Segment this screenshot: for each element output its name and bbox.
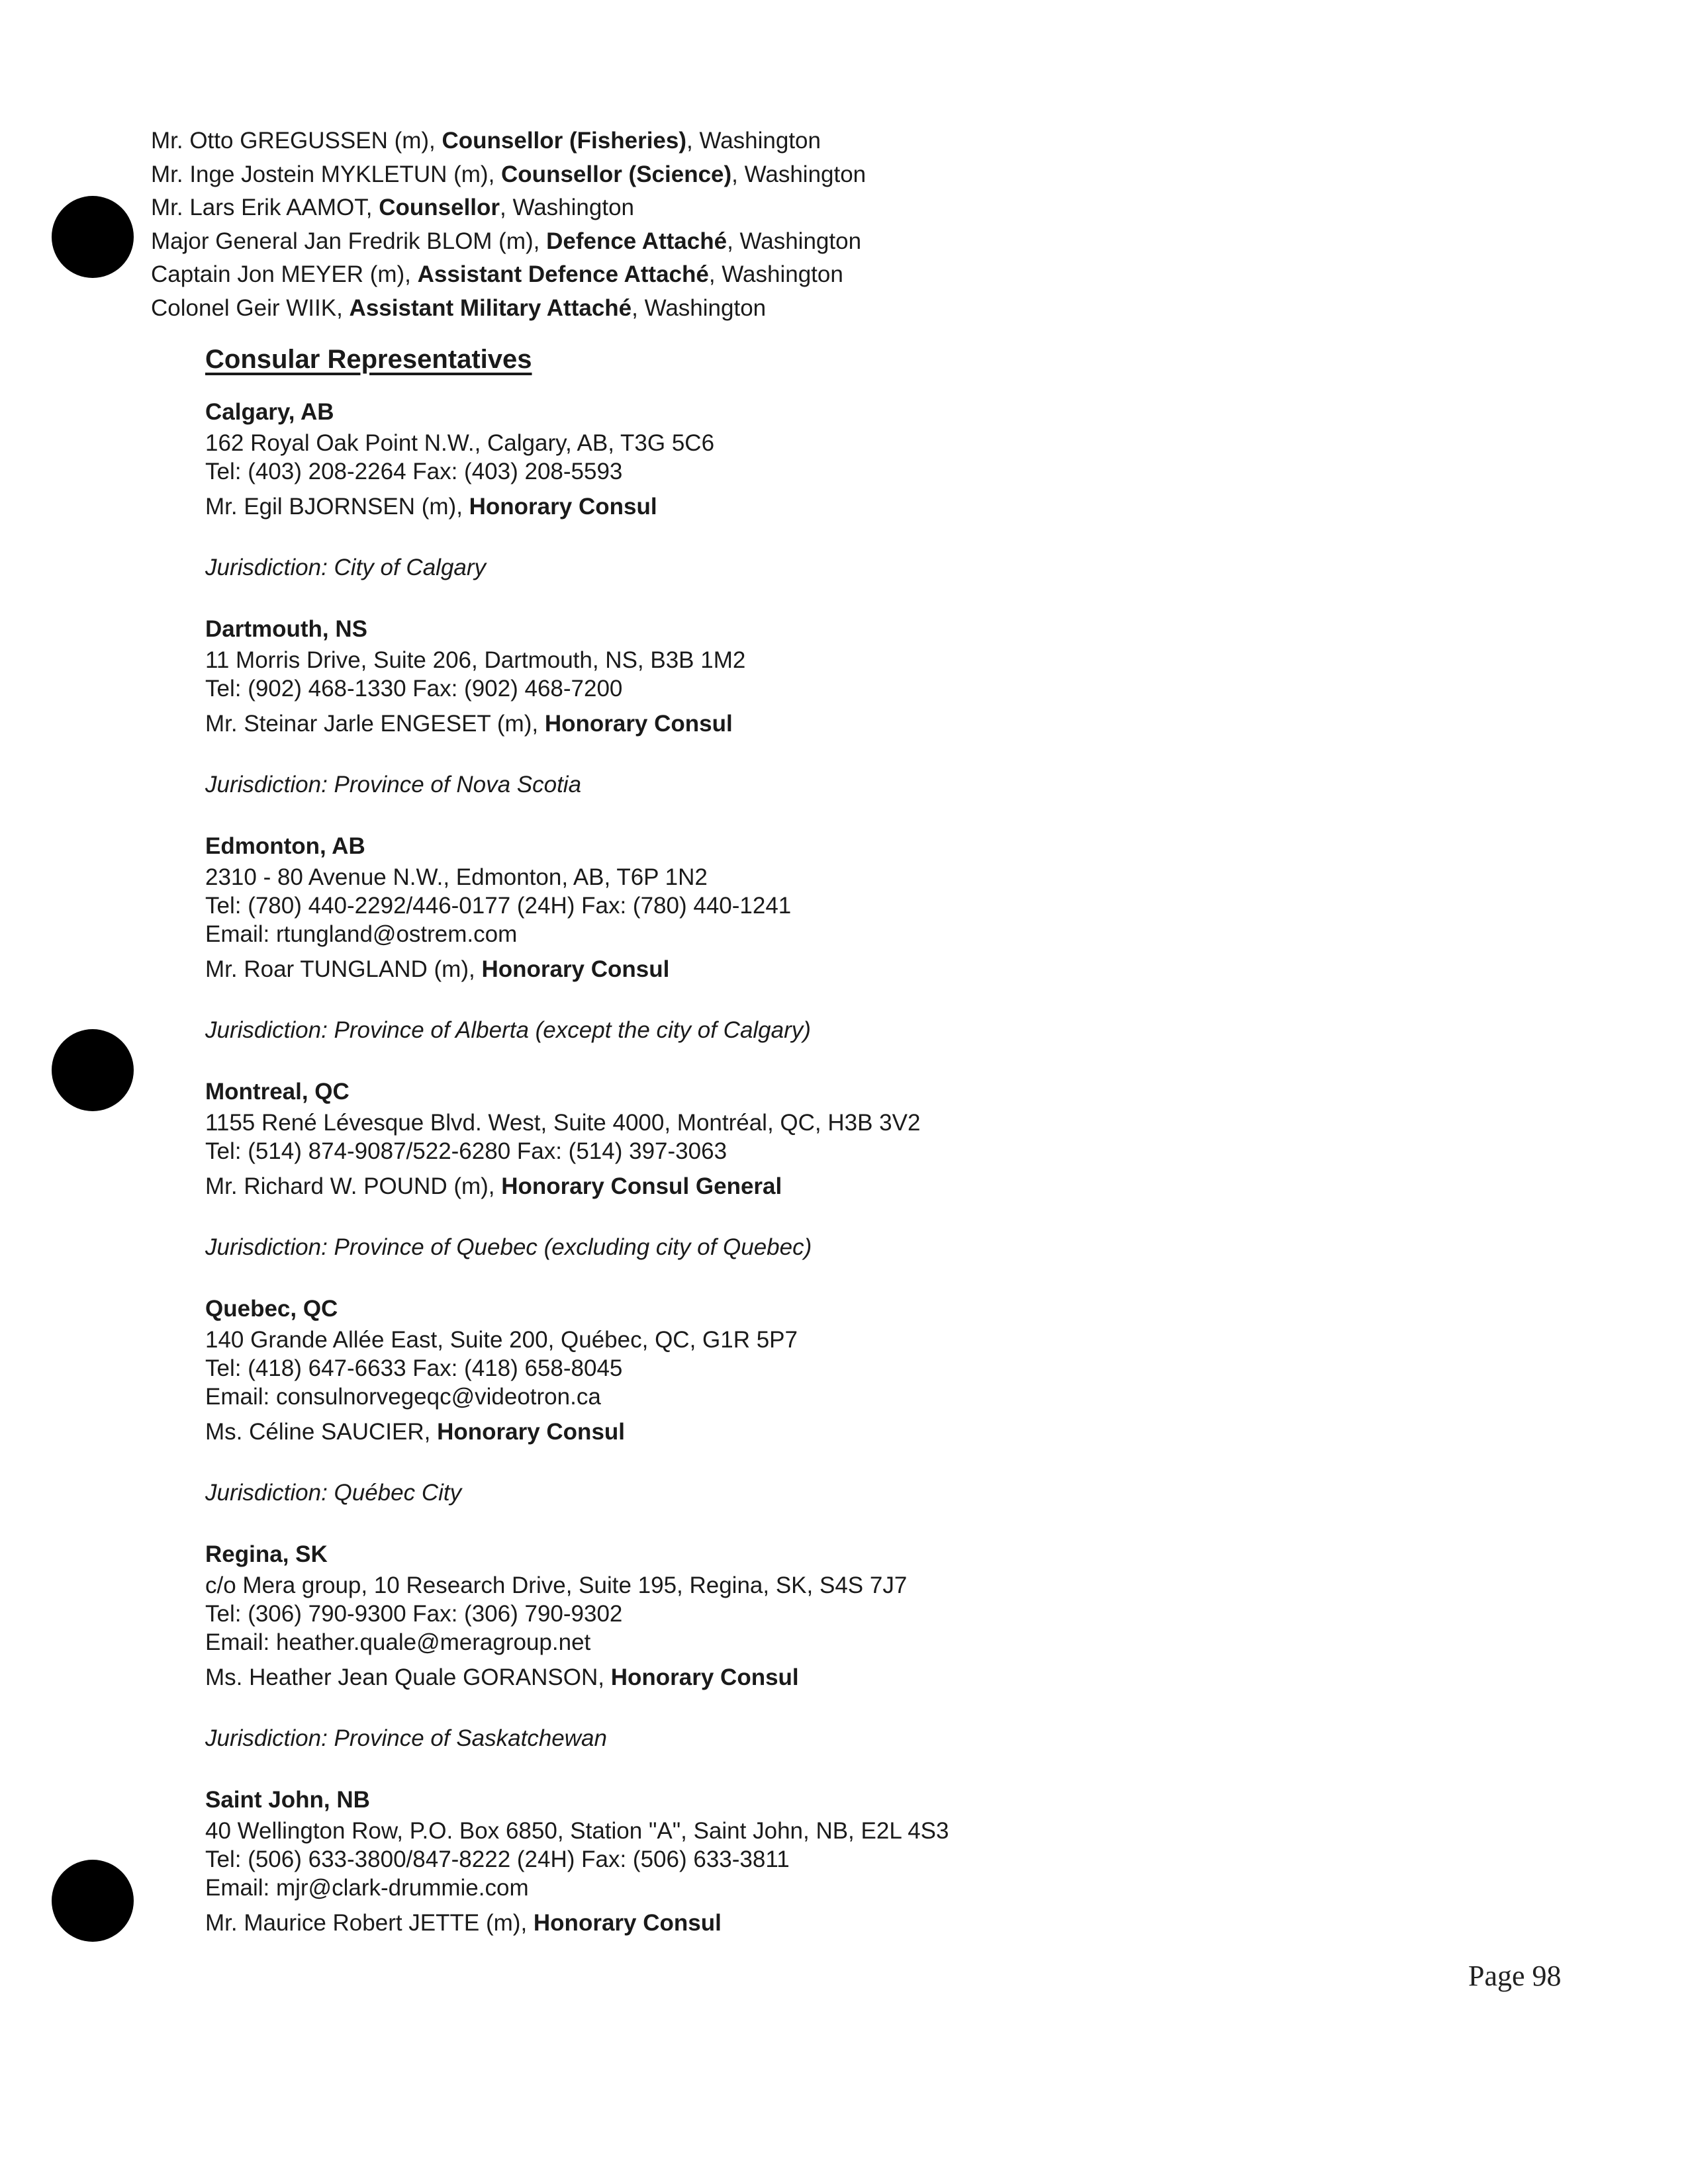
staff-line xyxy=(151,225,1011,259)
staff-location: , Washington xyxy=(708,261,843,287)
staff-location: , Washington xyxy=(632,295,767,321)
staff-location: , Washington xyxy=(500,195,635,220)
consul-line xyxy=(205,1662,1463,1694)
office-phone-fax: Tel: (306) 790-9300 Fax: (306) 790-9302 xyxy=(205,1601,623,1627)
consul-name: Ms. Céline SAUCIER, xyxy=(205,1419,438,1445)
consular-office-saint-john xyxy=(205,1784,1463,1939)
office-city: Dartmouth, NS xyxy=(205,616,367,642)
staff-name: Colonel Geir WIIK, xyxy=(151,295,350,321)
consul-name: Mr. Maurice Robert JETTE (m), xyxy=(205,1910,534,1936)
office-address: 140 Grande Allée East, Suite 200, Québec, QC, G1R 5P7 xyxy=(205,1327,798,1353)
consul-name: Mr. Roar TUNGLAND (m), xyxy=(205,956,482,982)
section-heading: Consular Representatives xyxy=(205,345,532,374)
consular-office-quebec xyxy=(205,1293,1463,1509)
consul-line xyxy=(205,1171,1463,1203)
consular-representatives-section xyxy=(205,343,1463,1939)
consul-title: Honorary Consul General xyxy=(501,1173,782,1199)
office-jurisdiction: Jurisdiction: Province of Alberta (except the city of Calgary) xyxy=(205,1017,811,1043)
consular-office-edmonton xyxy=(205,830,1463,1046)
staff-title: Assistant Defence Attaché xyxy=(417,261,709,287)
office-address: 2310 - 80 Avenue N.W., Edmonton, AB, T6P 1N2 xyxy=(205,864,708,890)
consul-line xyxy=(205,1907,1463,1939)
office-phone-fax: Tel: (902) 468-1330 Fax: (902) 468-7200 xyxy=(205,676,623,702)
staff-location: , Washington xyxy=(727,228,862,254)
staff-name: Mr. Lars Erik AAMOT, xyxy=(151,195,379,220)
office-address: 162 Royal Oak Point N.W., Calgary, AB, T3G 5C6 xyxy=(205,430,715,456)
office-jurisdiction: Jurisdiction: City of Calgary xyxy=(205,555,487,580)
staff-line xyxy=(151,292,1011,326)
staff-name: Major General Jan Fredrik BLOM (m), xyxy=(151,228,547,254)
staff-title: Defence Attaché xyxy=(546,228,727,254)
staff-line xyxy=(151,124,1011,158)
consul-title: Honorary Consul xyxy=(437,1419,626,1445)
consul-line xyxy=(205,954,1463,985)
office-email: Email: mjr@clark-drummie.com xyxy=(205,1875,529,1901)
office-city: Regina, SK xyxy=(205,1541,328,1567)
office-jurisdiction: Jurisdiction: Québec City xyxy=(205,1480,462,1506)
staff-name: Captain Jon MEYER (m), xyxy=(151,261,418,287)
office-email: Email: heather.quale@meragroup.net xyxy=(205,1629,591,1655)
consul-line xyxy=(205,1416,1463,1448)
consul-title: Honorary Consul xyxy=(533,1910,722,1936)
consular-office-calgary xyxy=(205,396,1463,584)
punch-hole xyxy=(52,196,134,278)
consul-line xyxy=(205,708,1463,740)
staff-title: Assistant Military Attaché xyxy=(349,295,632,321)
office-phone-fax: Tel: (780) 440-2292/446-0177 (24H) Fax: (780) 440-1241 xyxy=(205,893,792,919)
office-city: Saint John, NB xyxy=(205,1787,370,1813)
office-city: Edmonton, AB xyxy=(205,833,365,859)
office-phone-fax: Tel: (506) 633-3800/847-8222 (24H) Fax: (506) 633-3811 xyxy=(205,1846,790,1872)
office-address: 40 Wellington Row, P.O. Box 6850, Station "A", Saint John, NB, E2L 4S3 xyxy=(205,1818,949,1844)
staff-name: Mr. Otto GREGUSSEN (m), xyxy=(151,128,442,154)
consul-title: Honorary Consul xyxy=(481,956,670,982)
office-email: Email: consulnorvegeqc@videotron.ca xyxy=(205,1384,601,1410)
staff-name: Mr. Inge Jostein MYKLETUN (m), xyxy=(151,161,502,187)
office-phone-fax: Tel: (403) 208-2264 Fax: (403) 208-5593 xyxy=(205,459,623,484)
staff-line xyxy=(151,258,1011,292)
office-address: c/o Mera group, 10 Research Drive, Suite 195, Regina, SK, S4S 7J7 xyxy=(205,1572,908,1598)
staff-line xyxy=(151,191,1011,225)
staff-title: Counsellor (Fisheries) xyxy=(442,128,687,154)
office-jurisdiction: Jurisdiction: Province of Nova Scotia xyxy=(205,772,582,797)
consul-title: Honorary Consul xyxy=(469,494,657,520)
consul-name: Mr. Egil BJORNSEN (m), xyxy=(205,494,469,520)
staff-line xyxy=(151,158,1011,192)
consular-office-dartmouth xyxy=(205,613,1463,801)
consular-office-montreal xyxy=(205,1075,1463,1263)
office-jurisdiction: Jurisdiction: Province of Quebec (excluding city of Quebec) xyxy=(205,1234,812,1260)
consular-office-regina xyxy=(205,1538,1463,1754)
consul-name: Mr. Richard W. POUND (m), xyxy=(205,1173,502,1199)
consul-line xyxy=(205,491,1463,523)
office-city: Montreal, QC xyxy=(205,1079,350,1105)
staff-title: Counsellor (Science) xyxy=(501,161,732,187)
office-address: 11 Morris Drive, Suite 206, Dartmouth, NS, B3B 1M2 xyxy=(205,647,746,673)
punch-hole xyxy=(52,1860,134,1942)
staff-location: , Washington xyxy=(731,161,867,187)
embassy-staff-list xyxy=(151,124,1011,325)
staff-location: , Washington xyxy=(686,128,821,154)
consul-name: Ms. Heather Jean Quale GORANSON, xyxy=(205,1664,611,1690)
page-number: Page 98 xyxy=(1468,1960,1562,1992)
office-phone-fax: Tel: (514) 874-9087/522-6280 Fax: (514) 397-3063 xyxy=(205,1138,727,1164)
office-address: 1155 René Lévesque Blvd. West, Suite 4000, Montréal, QC, H3B 3V2 xyxy=(205,1110,921,1136)
office-city: Quebec, QC xyxy=(205,1296,338,1322)
office-city: Calgary, AB xyxy=(205,399,334,425)
office-phone-fax: Tel: (418) 647-6633 Fax: (418) 658-8045 xyxy=(205,1355,623,1381)
staff-title: Counsellor xyxy=(379,195,500,220)
punch-hole xyxy=(52,1029,134,1111)
consul-title: Honorary Consul xyxy=(610,1664,799,1690)
office-email: Email: rtungland@ostrem.com xyxy=(205,921,518,947)
office-jurisdiction: Jurisdiction: Province of Saskatchewan xyxy=(205,1725,607,1751)
consul-title: Honorary Consul xyxy=(544,711,733,737)
consul-name: Mr. Steinar Jarle ENGESET (m), xyxy=(205,711,545,737)
